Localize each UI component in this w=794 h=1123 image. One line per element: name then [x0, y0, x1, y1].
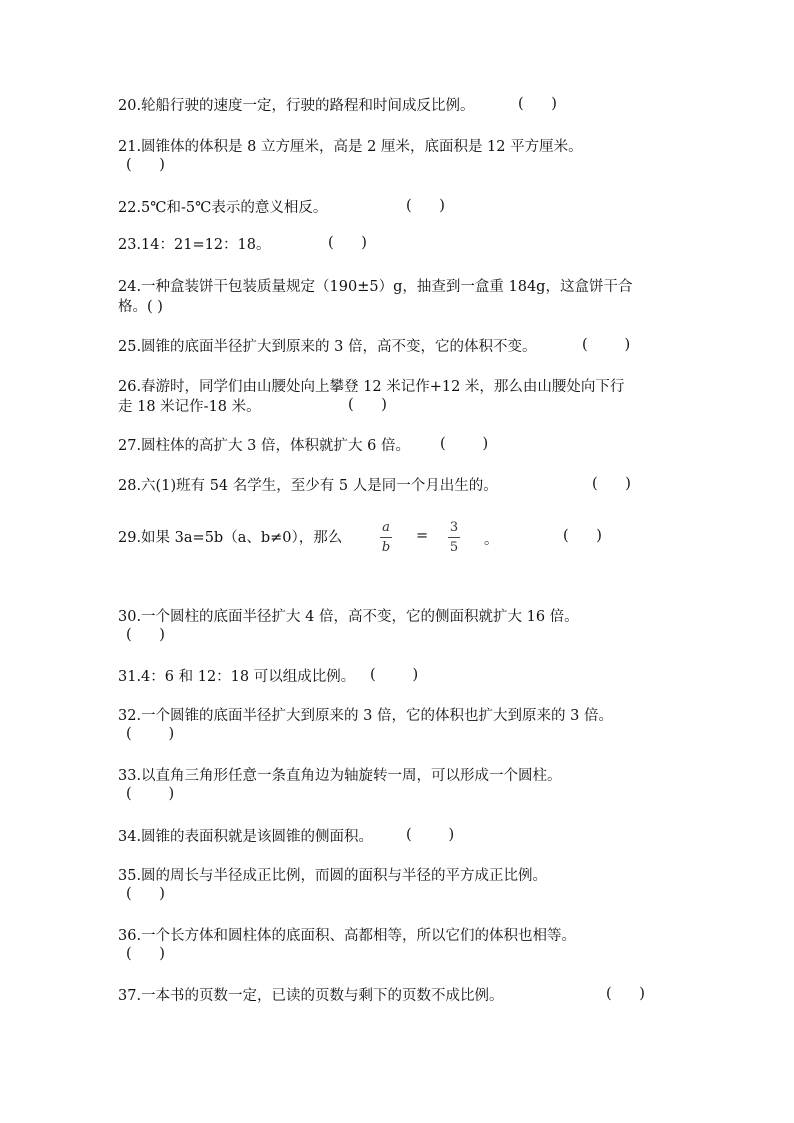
answer-blank-36[interactable]: ( ): [126, 946, 165, 962]
question-23: 23.14：21=12：18。: [118, 237, 271, 253]
question-21: 21.圆锥体的体积是 8 立方厘米，高是 2 厘米，底面积是 12 平方厘米。: [118, 139, 583, 155]
question-28: 28.六(1)班有 54 名学生，至少有 5 人是同一个月出生的。: [118, 478, 498, 494]
fraction-denominator: 5: [449, 540, 459, 555]
question-26: 26.春游时，同学们由山腰处向上攀登 12 米记作+12 米，那么由山腰处向下行: [118, 379, 625, 395]
answer-blank-25[interactable]: ( ): [582, 337, 631, 353]
answer-blank-27[interactable]: ( ): [440, 436, 489, 452]
question-32: 32.一个圆锥的底面半径扩大到原来的 3 倍，它的体积也扩大到原来的 3 倍。: [118, 708, 613, 724]
answer-blank-34[interactable]: ( ): [406, 827, 455, 843]
answer-blank-20[interactable]: ( ): [518, 96, 557, 112]
equals-sign: =: [416, 528, 429, 544]
sentence-end: 。: [484, 532, 499, 548]
fraction-bar: [448, 537, 460, 538]
answer-blank-28[interactable]: ( ): [592, 476, 631, 492]
fraction-3-over-5: [448, 520, 460, 555]
answer-blank-35[interactable]: ( ): [126, 886, 165, 902]
answer-blank-31[interactable]: ( ): [370, 667, 419, 683]
question-30: 30.一个圆柱的底面半径扩大 4 倍，高不变，它的侧面积就扩大 16 倍。: [118, 609, 579, 625]
answer-blank-21[interactable]: ( ): [126, 157, 165, 173]
answer-blank-22[interactable]: ( ): [406, 198, 445, 214]
answer-blank-32[interactable]: ( ): [126, 726, 175, 742]
question-33: 33.以直角三角形任意一条直角边为轴旋转一周，可以形成一个圆柱。: [118, 768, 562, 784]
fraction-denominator: b: [381, 540, 391, 555]
answer-blank-29[interactable]: ( ): [563, 528, 602, 544]
question-24: 24.一种盒装饼干包装质量规定（190±5）g，抽查到一盒重 184g，这盒饼干合: [118, 279, 633, 295]
question-24-line2: 格。( ): [118, 299, 163, 315]
question-31: 31.4：6 和 12：18 可以组成比例。: [118, 669, 356, 685]
question-36: 36.一个长方体和圆柱体的底面积、高都相等，所以它们的体积也相等。: [118, 928, 577, 944]
fraction-a-over-b: [380, 520, 392, 555]
fraction-numerator: a: [382, 520, 390, 535]
answer-blank-30[interactable]: ( ): [126, 627, 165, 643]
question-25: 25.圆锥的底面半径扩大到原来的 3 倍，高不变，它的体积不变。: [118, 339, 537, 355]
question-35: 35.圆的周长与半径成正比例，而圆的面积与半径的平方成正比例。: [118, 868, 548, 884]
answer-blank-26[interactable]: ( ): [348, 397, 387, 413]
answer-blank-33[interactable]: ( ): [126, 786, 175, 802]
fraction-numerator: 3: [449, 520, 459, 535]
fraction-bar: [380, 537, 392, 538]
question-29: 29.如果 3a=5b（a、b≠0），那么: [118, 530, 343, 546]
question-37: 37.一本书的页数一定，已读的页数与剩下的页数不成比例。: [118, 988, 504, 1004]
question-22: 22.5℃和-5℃表示的意义相反。: [118, 200, 328, 216]
question-20: 20.轮船行驶的速度一定，行驶的路程和时间成反比例。: [118, 98, 475, 114]
question-27: 27.圆柱体的高扩大 3 倍，体积就扩大 6 倍。: [118, 438, 410, 454]
question-34: 34.圆锥的表面积就是该圆锥的侧面积。: [118, 829, 374, 845]
question-26-line2: 走 18 米记作-18 米。: [118, 399, 261, 415]
answer-blank-37[interactable]: ( ): [606, 986, 645, 1002]
answer-blank-23[interactable]: ( ): [328, 235, 367, 251]
